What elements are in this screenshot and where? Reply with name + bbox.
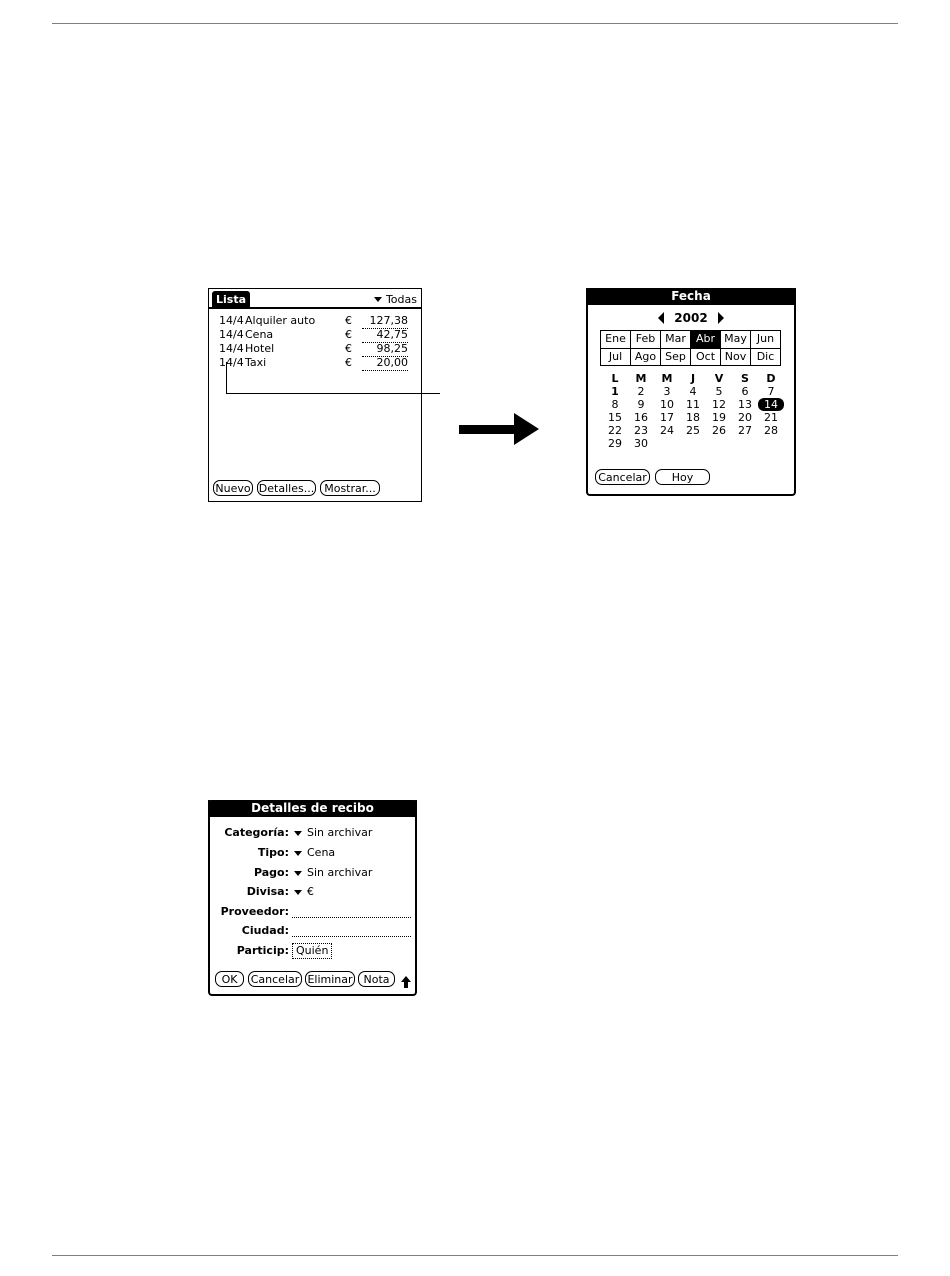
receipt-details-dialog <box>208 800 417 996</box>
year-label: 2002 <box>674 311 708 325</box>
expense-description: Taxi <box>245 356 267 369</box>
month-cell[interactable]: Ene <box>601 331 630 348</box>
payment-value: Sin archivar <box>307 866 373 879</box>
day-cell[interactable]: 13 <box>738 398 752 411</box>
cancel-button[interactable]: Cancelar <box>248 971 302 987</box>
weekday-label: J <box>690 372 696 385</box>
expense-currency: € <box>345 342 352 355</box>
day-cell[interactable]: 25 <box>686 424 700 437</box>
day-cell[interactable]: 16 <box>634 411 648 424</box>
day-cell[interactable]: 27 <box>738 424 752 437</box>
list-tab[interactable]: Lista <box>212 291 250 308</box>
city-field[interactable] <box>292 923 411 937</box>
type-value: Cena <box>307 846 336 859</box>
day-cell[interactable]: 28 <box>764 424 778 437</box>
category-picker[interactable] <box>294 825 372 841</box>
day-cell[interactable]: 30 <box>634 437 648 450</box>
dropdown-triangle-icon <box>294 890 302 895</box>
day-cell[interactable]: 22 <box>608 424 622 437</box>
currency-value: € <box>307 885 314 898</box>
type-label: Tipo: <box>257 846 289 859</box>
dialog-title: Detalles de recibo <box>208 800 417 817</box>
day-grid <box>602 385 784 450</box>
day-cell[interactable]: 11 <box>686 398 700 411</box>
title-bar-line <box>209 307 421 309</box>
category-filter-picker[interactable] <box>374 292 417 307</box>
currency-picker[interactable] <box>294 884 314 900</box>
ok-button[interactable]: OK <box>215 971 244 987</box>
expense-row[interactable] <box>219 328 409 342</box>
expense-date[interactable]: 14/4 <box>219 342 244 355</box>
attendees-label: Particip: <box>236 944 289 957</box>
day-cell[interactable]: 7 <box>767 385 775 398</box>
expense-row[interactable] <box>219 342 409 356</box>
payment-row <box>210 865 415 881</box>
day-cell[interactable]: 4 <box>689 385 697 398</box>
day-cell[interactable]: 29 <box>608 437 622 450</box>
month-cell[interactable]: Jul <box>601 349 630 366</box>
callout-line <box>226 393 440 394</box>
expense-amount[interactable]: 42,75 <box>362 328 408 343</box>
day-cell[interactable]: 23 <box>634 424 648 437</box>
expense-amount[interactable]: 98,25 <box>362 342 408 357</box>
expense-amount[interactable]: 127,38 <box>362 314 408 329</box>
day-cell[interactable]: 20 <box>738 411 752 424</box>
day-cell[interactable]: 8 <box>611 398 619 411</box>
weekday-label: M <box>635 372 647 385</box>
dropdown-triangle-icon <box>294 871 302 876</box>
weekday-header <box>602 372 784 385</box>
currency-row <box>210 884 415 900</box>
dropdown-triangle-icon <box>294 851 302 856</box>
expense-date[interactable]: 14/4 <box>219 328 244 341</box>
right-arrow-icon <box>459 425 515 434</box>
day-cell[interactable]: 21 <box>764 411 778 424</box>
type-row <box>210 845 415 861</box>
expense-date[interactable]: 14/4 <box>219 314 244 327</box>
day-cell[interactable]: 15 <box>608 411 622 424</box>
vendor-row <box>210 904 415 920</box>
right-arrow-head-icon <box>514 413 539 445</box>
dropdown-triangle-icon <box>374 297 382 302</box>
cancel-button[interactable]: Cancelar <box>595 469 650 485</box>
month-cell[interactable]: Oct <box>691 349 720 366</box>
show-button[interactable]: Mostrar... <box>320 480 380 496</box>
month-cell[interactable]: May <box>721 331 750 348</box>
expense-currency: € <box>345 356 352 369</box>
expense-amount[interactable]: 20,00 <box>362 356 408 371</box>
day-cell[interactable]: 9 <box>637 398 645 411</box>
month-cell[interactable]: Feb <box>631 331 660 348</box>
day-cell[interactable]: 18 <box>686 411 700 424</box>
weekday-label: L <box>611 372 619 385</box>
day-cell[interactable]: 19 <box>712 411 726 424</box>
day-cell[interactable]: 3 <box>663 385 671 398</box>
day-cell[interactable]: 26 <box>712 424 726 437</box>
details-button[interactable]: Detalles... <box>258 482 315 495</box>
day-cell[interactable]: 1 <box>611 385 619 398</box>
expense-description: Cena <box>245 328 274 341</box>
weekday-label: V <box>714 372 724 385</box>
expense-description: Hotel <box>245 342 275 355</box>
day-cell[interactable]: 5 <box>715 385 723 398</box>
note-button[interactable]: Nota <box>358 971 395 987</box>
day-cell[interactable]: 6 <box>741 385 749 398</box>
callout-line <box>226 362 227 394</box>
expense-description: Alquiler auto <box>245 314 316 327</box>
dropdown-triangle-icon <box>294 831 302 836</box>
date-picker-dialog <box>586 288 796 496</box>
vendor-label: Proveedor: <box>220 905 289 918</box>
month-grid <box>600 330 781 366</box>
category-value: Sin archivar <box>307 826 373 839</box>
month-cell[interactable]: Sep <box>661 349 690 366</box>
month-cell[interactable]: Dic <box>751 349 780 366</box>
previous-year-icon[interactable] <box>658 312 664 324</box>
next-year-icon[interactable] <box>718 312 724 324</box>
expense-currency: € <box>345 328 352 341</box>
day-cell[interactable]: 10 <box>660 398 674 411</box>
day-cell[interactable]: 12 <box>712 398 726 411</box>
type-picker[interactable] <box>294 845 335 861</box>
category-label: Categoría: <box>224 826 289 839</box>
shift-up-arrow-icon <box>401 976 411 988</box>
delete-button[interactable]: Eliminar <box>305 971 355 987</box>
today-button[interactable]: Hoy <box>655 469 710 485</box>
payment-picker[interactable] <box>294 865 372 881</box>
expense-currency: € <box>345 314 352 327</box>
expense-row[interactable] <box>219 314 409 328</box>
vendor-field[interactable] <box>292 904 411 918</box>
category-row <box>210 825 415 841</box>
dialog-title: Fecha <box>586 288 796 305</box>
attendees-row <box>210 943 415 959</box>
expense-list-screen <box>208 288 422 502</box>
weekday-label: D <box>766 372 776 385</box>
month-cell[interactable]: Jun <box>751 331 780 348</box>
attendees-button[interactable]: Quién <box>292 943 332 959</box>
day-cell[interactable]: 2 <box>637 385 645 398</box>
bottom-rule <box>52 1255 898 1256</box>
weekday-label: S <box>741 372 749 385</box>
year-selector <box>588 310 794 326</box>
day-cell[interactable]: 24 <box>660 424 674 437</box>
month-cell[interactable]: Mar <box>661 331 690 348</box>
weekday-label: M <box>661 372 673 385</box>
day-cell[interactable]: 14 <box>758 398 784 411</box>
top-rule <box>52 23 898 24</box>
currency-label: Divisa: <box>246 885 289 898</box>
month-cell[interactable]: Ago <box>631 349 660 366</box>
month-cell[interactable]: Nov <box>721 349 750 366</box>
city-row <box>210 923 415 939</box>
day-cell[interactable]: 17 <box>660 411 674 424</box>
city-label: Ciudad: <box>241 924 289 937</box>
expense-date[interactable]: 14/4 <box>219 356 244 369</box>
expense-row[interactable] <box>219 356 409 370</box>
category-filter-value: Todas <box>385 293 417 306</box>
payment-label: Pago: <box>253 866 289 879</box>
month-cell[interactable]: Abr <box>691 331 720 348</box>
new-button[interactable]: Nuevo <box>213 480 253 496</box>
